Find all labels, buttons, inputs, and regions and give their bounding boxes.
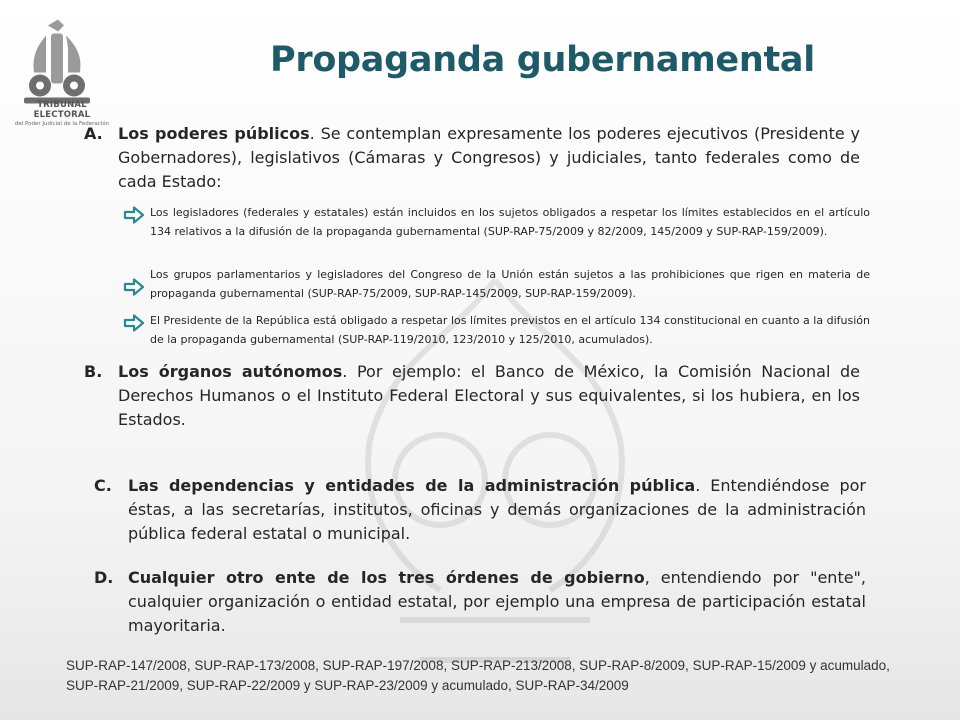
item-label: D. [94,568,114,587]
bullet-item: Los grupos parlamentarios y legisladores del Congreso de la Unión están sujetos a las prohibiciones que rigen en materia de propaganda gubernamental (SUP-RAP-75/2009, SUP-RAP-145/2009, SUP-RAP-159/2009). [150,268,870,300]
bullet-item: El Presidente de la República está obligado a respetar los límites previstos en el artículo 134 constitucional en cuanto a la difusión de la propaganda gubernamental (SUP-RAP-119/2010, 123/2010 y 125/2010, acumulados). [150,314,870,346]
logo-line-1: TRIBUNAL ELECTORAL [33,100,91,120]
item-body: . Por ejemplo: el Banco de México, la Comisión Nacional de Derechos Humanos o el Instituto Federal Electoral y sus equivalentes, si los hubiera, en los Estados. [118,362,860,429]
item-body: . Se contemplan expresamente los poderes ejecutivos (Presidente y Gobernadores), legislativos (Cámaras y Congresos) y judiciales, tanto federales como de cada Estado: [118,124,860,191]
item-label: B. [84,362,103,381]
list-item-b [84,360,860,432]
item-body: . Entendiéndose por éstas, a las secretarías, institutos, oficinas y demás organizaciones de la administración pública federal estatal o municipal. [128,476,867,543]
list-item-a [84,122,860,194]
item-label: A. [84,124,103,143]
footer-references: SUP-RAP-147/2008, SUP-RAP-173/2008, SUP-RAP-197/2008, SUP-RAP-213/2008, SUP-RAP-8/2009, SUP-RAP-15/2009 y acumulado, SUP-RAP-21/2009, SUP-RAP-22/2009 y SUP-RAP-23/2009 y acumulado, SUP-RAP-34/2009 [66,658,890,693]
item-heading: Las dependencias y entidades de la administración pública [128,476,696,495]
bullet-item: Los legisladores (federales y estatales) están incluidos en los sujetos obligados a respetar los límites establecidos en el artículo 134 relativos a la difusión de la propaganda gubernamental (SUP-RAP-75/2009 y 82/2009, 145/2009 y SUP-RAP-159/2009). [150,206,870,238]
page-title: Propaganda gubernamental [270,40,815,80]
arrow-right-icon [123,314,145,332]
arrow-right-icon [123,278,145,296]
item-heading: Los poderes públicos [118,124,310,143]
item-heading: Cualquier otro ente de los tres órdenes de gobierno [128,568,645,587]
item-heading: Los órganos autónomos [118,362,343,381]
item-label: C. [94,476,112,495]
item-body: , entendiendo por "ente", cualquier organización o entidad estatal, por ejemplo una empresa de participación estatal mayoritaria. [128,568,867,635]
logo-line-2: del Poder Judicial de la Federación [14,121,110,127]
list-item-c [94,474,867,546]
list-item-d [94,566,867,638]
arrow-right-icon [123,206,145,224]
